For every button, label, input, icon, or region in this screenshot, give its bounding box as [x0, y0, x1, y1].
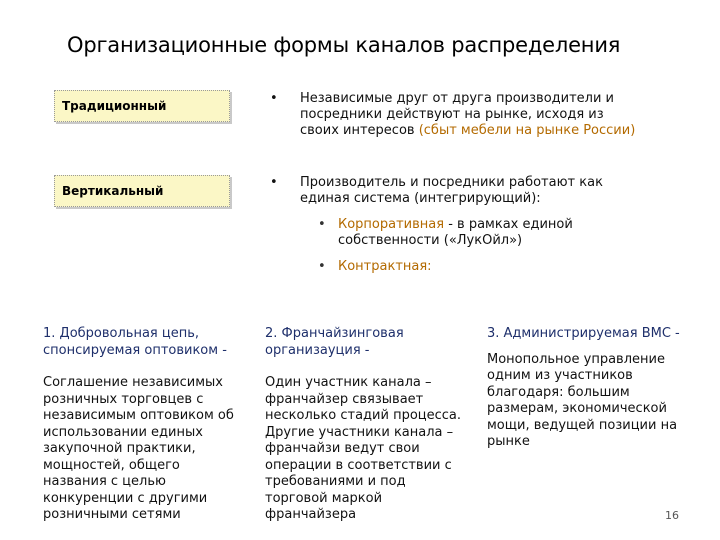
bullet-icon: • — [318, 217, 326, 232]
bullet-icon: • — [270, 91, 278, 106]
bullet-vertical-text: Производитель и посредники работают как единая система (интегрирующий): — [300, 175, 603, 206]
column-voluntary-chain-header: 1. Добровольная цепь, спонсируемая оптовиком - — [43, 326, 227, 358]
column-administered-header: 3. Администрируемая ВМС - — [487, 326, 680, 341]
traditional-label-box: Традиционный — [54, 90, 230, 122]
sub-bullet-corporate-label: Корпоративная — [338, 217, 445, 232]
sub-bullet-contract — [318, 259, 638, 275]
column-franchise — [265, 326, 465, 524]
column-administered — [487, 326, 702, 451]
vertical-label-box: Вертикальный — [54, 175, 230, 207]
sub-bullet-corporate — [318, 217, 668, 249]
column-voluntary-chain — [43, 326, 243, 524]
bullet-icon: • — [270, 175, 278, 190]
column-voluntary-chain-body: Соглашение независимых розничных торговцев с независимым оптовиком об использовании единых закупочной практики, мощностей, общего названия с целью конкуренции с другими розничными сетями — [43, 375, 234, 522]
bullet-traditional-text: Независимые друг от друга производители и посредники действуют на рынке, исходя из своих интересов — [300, 91, 615, 138]
sub-bullet-contract-label: Контрактная: — [338, 259, 432, 274]
bullet-traditional — [270, 91, 640, 139]
bullet-icon: • — [318, 259, 326, 274]
bullet-traditional-example: (сбыт мебели на рынке России) — [418, 123, 636, 138]
page-number: 16 — [665, 509, 679, 522]
column-franchise-header: 2. Франчайзинговая организауция - — [265, 326, 404, 358]
column-administered-body: Монопольное управление одним из участников благодаря: большим размерам, экономической мощи, ведущей позиции на рынке — [487, 351, 678, 449]
bullet-vertical — [270, 175, 640, 207]
slide-title: Организационные формы каналов распределения — [67, 33, 621, 57]
sub-bullet-corporate-text: - в рамках единой собственности («ЛукОйл») — [338, 217, 573, 248]
column-franchise-body: Один участник канала – франчайзер связывает несколько стадий процесса. Другие участники канала – франчайзи ведут свои операции в соответствии с требованиями и под торговой маркой франчайзера — [265, 375, 462, 522]
